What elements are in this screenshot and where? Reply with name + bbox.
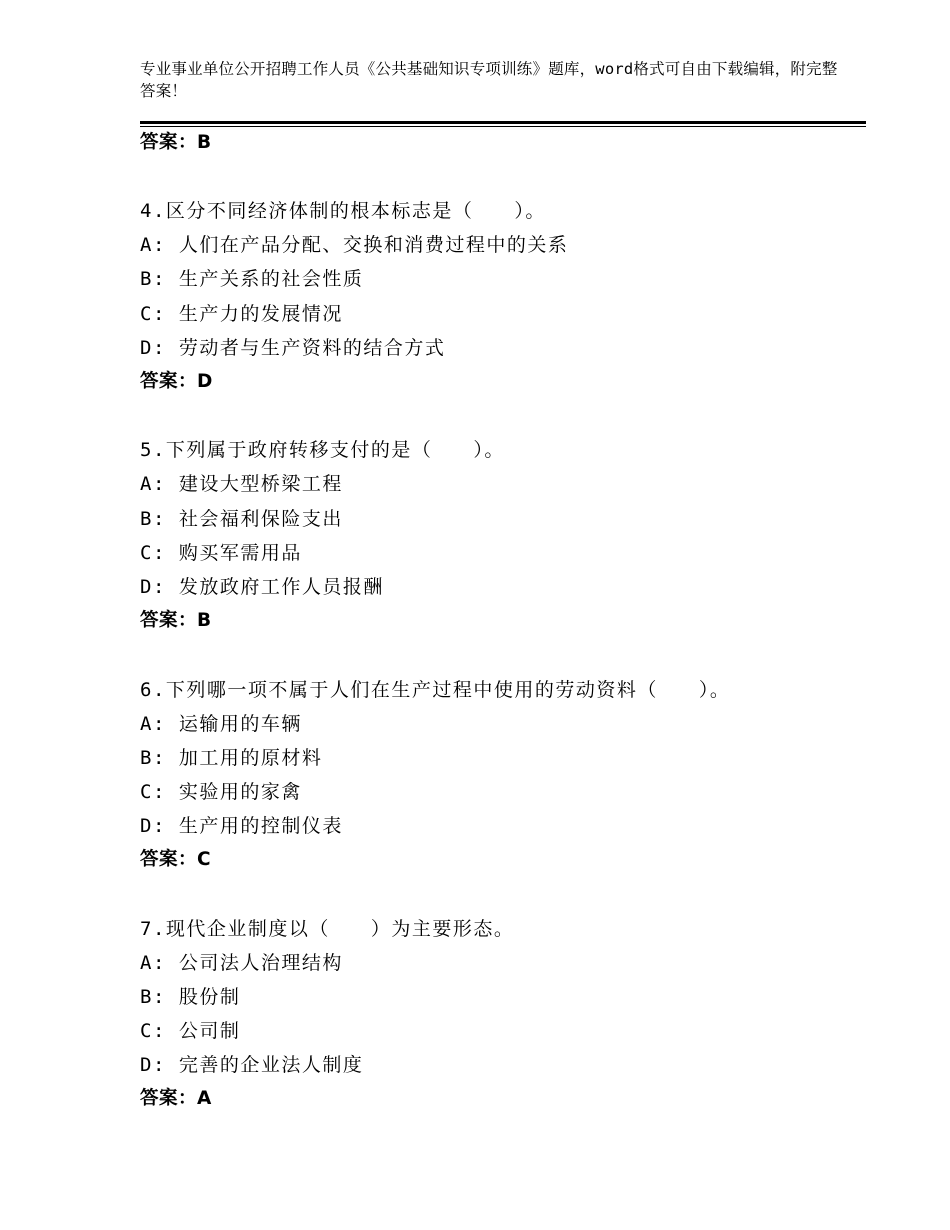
- question-5-stem: 5.下列属于政府转移支付的是（ ）。: [140, 439, 505, 461]
- question-7-option-c: C: 公司制: [140, 1020, 241, 1042]
- question-6-option-c: C: 实验用的家禽: [140, 781, 302, 803]
- question-5-option-a: A: 建设大型桥梁工程: [140, 473, 343, 495]
- question-4-option-b: B: 生产关系的社会性质: [140, 268, 364, 290]
- question-5-option-c: C: 购买军需用品: [140, 542, 302, 564]
- question-6-option-b: B: 加工用的原材料: [140, 747, 323, 769]
- header-rule-thick: [140, 121, 866, 124]
- question-7-answer: 答案：A: [140, 1088, 212, 1109]
- question-5-option-b: B: 社会福利保险支出: [140, 508, 343, 530]
- question-6-option-a: A: 运输用的车辆: [140, 713, 302, 735]
- question-7-option-d: D: 完善的企业法人制度: [140, 1054, 364, 1076]
- question-4-stem: 4.区分不同经济体制的根本标志是（ ）。: [140, 200, 546, 222]
- question-4-option-a: A: 人们在产品分配、交换和消费过程中的关系: [140, 234, 569, 256]
- question-5-option-d: D: 发放政府工作人员报酬: [140, 576, 384, 598]
- question-5-answer: 答案：B: [140, 610, 212, 631]
- previous-answer: 答案：B: [140, 132, 212, 153]
- header-rule-thin: [140, 126, 866, 127]
- question-6-answer: 答案：C: [140, 849, 212, 870]
- question-7-stem: 7.现代企业制度以（ ）为主要形态。: [140, 918, 515, 940]
- question-4-answer: 答案：D: [140, 371, 213, 392]
- question-6-stem: 6.下列哪一项不属于人们在生产过程中使用的劳动资料（ ）。: [140, 679, 731, 701]
- document-header: 专业事业单位公开招聘工作人员《公共基础知识专项训练》题库，word格式可自由下载编辑，附完整答案！: [140, 60, 838, 100]
- question-6-option-d: D: 生产用的控制仪表: [140, 815, 343, 837]
- question-4-option-c: C: 生产力的发展情况: [140, 303, 343, 325]
- question-7-option-a: A: 公司法人治理结构: [140, 952, 343, 974]
- question-7-option-b: B: 股份制: [140, 986, 241, 1008]
- question-4-option-d: D: 劳动者与生产资料的结合方式: [140, 337, 446, 359]
